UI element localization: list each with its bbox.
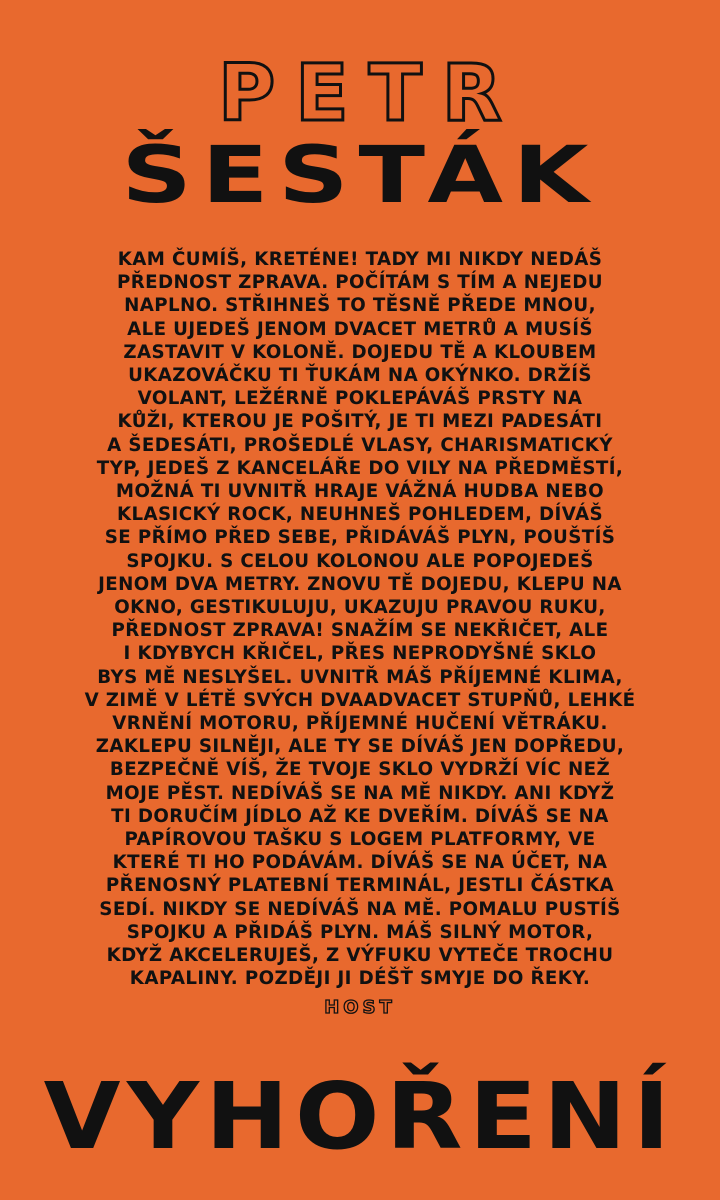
blurb-line: PŘEDNOST ZPRAVA. POČÍTÁM S TÍM A NEJEDU [117, 272, 603, 294]
blurb-line: PAPÍROVOU TAŠKU S LOGEM PLATFORMY, VE [124, 829, 596, 851]
blurb-line: NAPLNO. STŘIHNEŠ TO TĚSNĚ PŘEDE MNOU, [124, 295, 596, 317]
blurb-line: PŘEDNOST ZPRAVA! SNAŽÍM SE NEKŘIČET, ALE [111, 620, 609, 642]
author-first-name: PETR [218, 49, 522, 139]
author-last-name: ŠESTÁK [121, 131, 599, 221]
blurb-line: KLASICKÝ ROCK, NEUHNEŠ POHLEDEM, DÍVÁŠ [117, 504, 603, 526]
blurb-line: MOŽNÁ TI UVNITŘ HRAJE VÁŽNÁ HUDBA NEBO [115, 481, 605, 503]
blurb-text [50, 248, 670, 991]
book-title: VYHOŘENÍ [43, 1063, 677, 1170]
blurb-line: BYS MĚ NESLYŠEL. UVNITŘ MÁŠ PŘÍJEMNÉ KLIMA, [97, 666, 623, 688]
blurb-line: VOLANT, LEŽÉRNĚ POKLEPÁVÁŠ PRSTY NA [137, 388, 583, 410]
blurb-line: BEZPEČNĚ VÍŠ, ŽE TVOJE SKLO VYDRŽÍ VÍC NEŽ [109, 759, 611, 781]
blurb-line: ZASTAVIT V KOLONĚ. DOJEDU TĚ A KLOUBEM [123, 341, 597, 363]
blurb-line: ALE UJEDEŠ JENOM DVACET METRŮ A MUSÍŠ [127, 318, 593, 340]
publisher-logo: HOST [324, 997, 396, 1018]
blurb-line: KTERÉ TI HO PODÁVÁM. DÍVÁŠ SE NA ÚČET, NA [112, 852, 608, 874]
blurb-line: V ZIMĚ V LÉTĚ SVÝCH DVAADVACET STUPŇŮ, LEHKÉ [84, 689, 636, 711]
blurb-line: PŘENOSNÝ PLATEBNÍ TERMINÁL, JESTLI ČÁSTKA [105, 875, 615, 897]
blurb-line: TI DORUČÍM JÍDLO AŽ KE DVEŘÍM. DÍVÁŠ SE NA [111, 805, 609, 827]
blurb-line: UKAZOVÁČKU TI ŤUKÁM NA OKÝNKO. DRŽÍŠ [128, 365, 592, 387]
blurb-line: KAPALINY. POZDĚJI JI DÉŠŤ SMYJE DO ŘEKY. [129, 968, 591, 990]
blurb-line: JENOM DVA METRY. ZNOVU TĚ DOJEDU, KLEPU NA [98, 573, 622, 595]
blurb-line: SPOJKU. S CELOU KOLONOU ALE POPOJEDEŠ [126, 550, 594, 572]
blurb-line: SPOJKU A PŘIDÁŠ PLYN. MÁŠ SILNÝ MOTOR, [126, 921, 594, 943]
blurb-line: KŮŽI, KTEROU JE POŠITÝ, JE TI MEZI PADESÁTI [117, 411, 603, 433]
blurb-line: VRNĚNÍ MOTORU, PŘÍJEMNÉ HUČENÍ VĚTRÁKU. [112, 713, 608, 735]
blurb-line: OKNO, GESTIKULUJU, UKAZUJU PRAVOU RUKU, [114, 597, 606, 619]
blurb-line: TYP, JEDEŠ Z KANCELÁŘE DO VILY NA PŘEDMĚSTÍ, [96, 457, 624, 479]
blurb-line: SE PŘÍMO PŘED SEBE, PŘIDÁVÁŠ PLYN, POUŠTÍŠ [104, 527, 616, 549]
blurb-line: I KDYBYCH KŘIČEL, PŘES NEPRODYŠNÉ SKLO [123, 643, 597, 665]
blurb-line: ZAKLEPU SILNĚJI, ALE TY SE DÍVÁŠ JEN DOPŘEDU, [95, 736, 625, 758]
blurb-line: MOJE PĚST. NEDÍVÁŠ SE NA MĚ NIKDY. ANI KDYŽ [105, 782, 615, 804]
blurb-line: KAM ČUMÍŠ, KRETÉNE! TADY MI NIKDY NEDÁŠ [117, 249, 603, 270]
blurb-line: KDYŽ AKCELERUJEŠ, Z VÝFUKU VYTEČE TROCHU [106, 945, 614, 967]
blurb-line: SEDÍ. NIKDY SE NEDÍVÁŠ NA MĚ. POMALU PUSTÍŠ [99, 898, 621, 920]
blurb-line: A ŠEDESÁTI, PROŠEDLÉ VLASY, CHARISMATICKÝ [107, 434, 613, 456]
